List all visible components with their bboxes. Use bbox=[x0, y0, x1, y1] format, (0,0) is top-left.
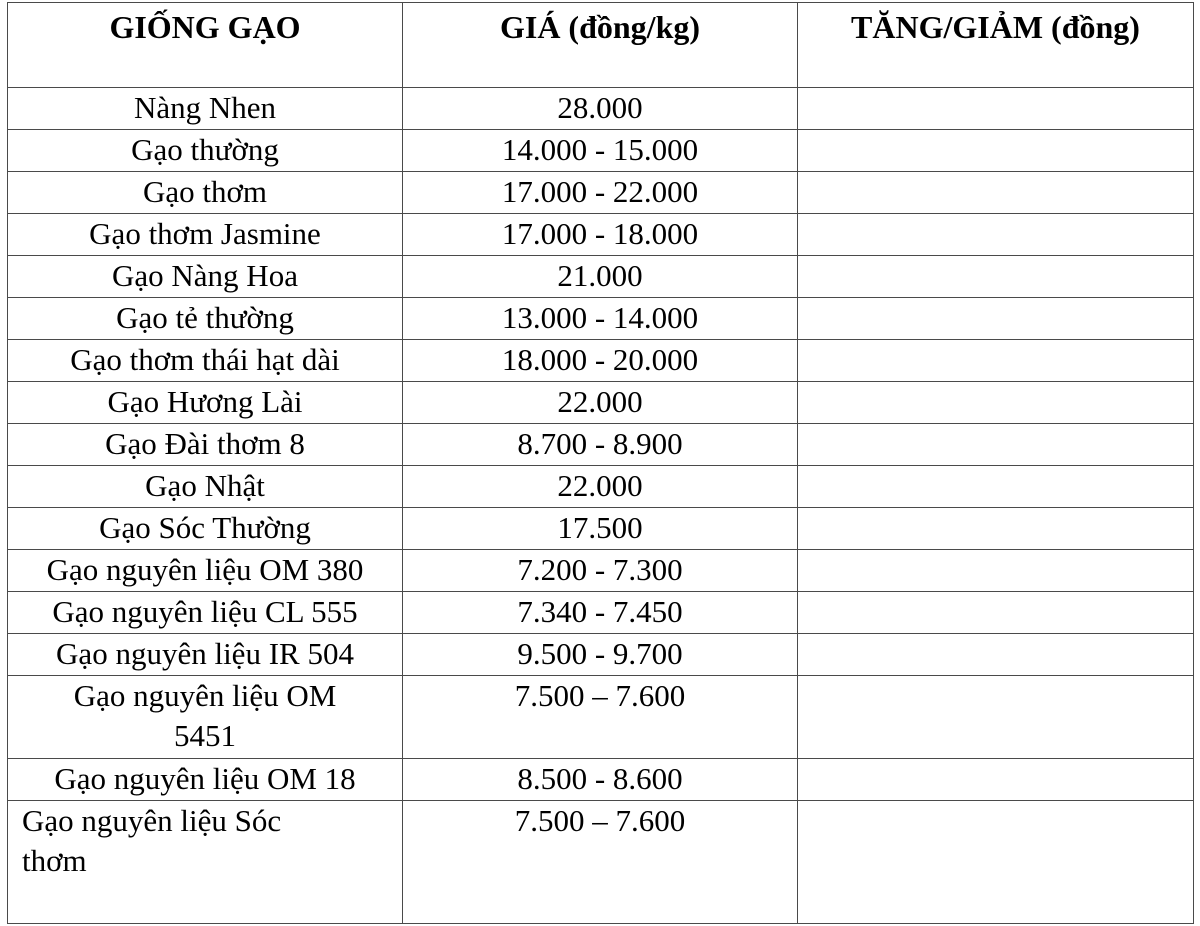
rice-price: 14.000 - 15.000 bbox=[403, 130, 798, 172]
table-row bbox=[8, 508, 1194, 550]
rice-change bbox=[798, 298, 1194, 340]
rice-name: Gạo thơm bbox=[8, 172, 403, 214]
rice-name: Gạo nguyên liệu OM 380 bbox=[8, 550, 403, 592]
table-row bbox=[8, 340, 1194, 382]
rice-change bbox=[798, 172, 1194, 214]
rice-change bbox=[798, 130, 1194, 172]
rice-price: 8.500 - 8.600 bbox=[403, 759, 798, 801]
rice-name: Gạo thơm Jasmine bbox=[8, 214, 403, 256]
rice-name: Gạo Nàng Hoa bbox=[8, 256, 403, 298]
table-row bbox=[8, 130, 1194, 172]
rice-change bbox=[798, 592, 1194, 634]
header-change: TĂNG/GIẢM (đồng) bbox=[798, 3, 1194, 88]
table-row bbox=[8, 801, 1194, 924]
rice-name: Gạo Sóc Thường bbox=[8, 508, 403, 550]
rice-price: 7.340 - 7.450 bbox=[403, 592, 798, 634]
table-row bbox=[8, 424, 1194, 466]
table-row bbox=[8, 298, 1194, 340]
rice-price: 17.500 bbox=[403, 508, 798, 550]
rice-price: 17.000 - 22.000 bbox=[403, 172, 798, 214]
rice-price: 13.000 - 14.000 bbox=[403, 298, 798, 340]
rice-price: 17.000 - 18.000 bbox=[403, 214, 798, 256]
rice-name: Gạo nguyên liệu OM 5451 bbox=[8, 676, 403, 759]
rice-price: 7.200 - 7.300 bbox=[403, 550, 798, 592]
rice-name: Gạo thường bbox=[8, 130, 403, 172]
rice-name: Gạo Nhật bbox=[8, 466, 403, 508]
table-row bbox=[8, 172, 1194, 214]
rice-name: Nàng Nhen bbox=[8, 88, 403, 130]
rice-change bbox=[798, 634, 1194, 676]
rice-price: 21.000 bbox=[403, 256, 798, 298]
rice-name: Gạo nguyên liệu Sóc thơm bbox=[8, 801, 403, 924]
rice-name: Gạo Đài thơm 8 bbox=[8, 424, 403, 466]
rice-change bbox=[798, 801, 1194, 924]
table-row bbox=[8, 214, 1194, 256]
rice-name: Gạo nguyên liệu CL 555 bbox=[8, 592, 403, 634]
table-row bbox=[8, 676, 1194, 759]
rice-name: Gạo tẻ thường bbox=[8, 298, 403, 340]
rice-change bbox=[798, 88, 1194, 130]
table-row bbox=[8, 592, 1194, 634]
table-header-row bbox=[8, 3, 1194, 88]
rice-change bbox=[798, 256, 1194, 298]
rice-change bbox=[798, 382, 1194, 424]
rice-change bbox=[798, 759, 1194, 801]
rice-change bbox=[798, 676, 1194, 759]
rice-price: 22.000 bbox=[403, 382, 798, 424]
rice-change bbox=[798, 424, 1194, 466]
table-row bbox=[8, 88, 1194, 130]
rice-change bbox=[798, 214, 1194, 256]
table-row bbox=[8, 550, 1194, 592]
rice-price: 28.000 bbox=[403, 88, 798, 130]
rice-change bbox=[798, 508, 1194, 550]
rice-name: Gạo thơm thái hạt dài bbox=[8, 340, 403, 382]
rice-change bbox=[798, 466, 1194, 508]
rice-price: 9.500 - 9.700 bbox=[403, 634, 798, 676]
rice-name: Gạo Hương Lài bbox=[8, 382, 403, 424]
header-rice-variety: GIỐNG GẠO bbox=[8, 3, 403, 88]
rice-price: 8.700 - 8.900 bbox=[403, 424, 798, 466]
rice-price: 22.000 bbox=[403, 466, 798, 508]
table-row bbox=[8, 382, 1194, 424]
rice-change bbox=[798, 340, 1194, 382]
header-price: GIÁ (đồng/kg) bbox=[403, 3, 798, 88]
rice-change bbox=[798, 550, 1194, 592]
rice-price: 7.500 – 7.600 bbox=[403, 676, 798, 759]
table-row bbox=[8, 634, 1194, 676]
rice-name: Gạo nguyên liệu IR 504 bbox=[8, 634, 403, 676]
rice-price: 18.000 - 20.000 bbox=[403, 340, 798, 382]
rice-name: Gạo nguyên liệu OM 18 bbox=[8, 759, 403, 801]
table-row bbox=[8, 466, 1194, 508]
table-row bbox=[8, 759, 1194, 801]
rice-price-table bbox=[7, 2, 1194, 924]
rice-price: 7.500 – 7.600 bbox=[403, 801, 798, 924]
table-row bbox=[8, 256, 1194, 298]
